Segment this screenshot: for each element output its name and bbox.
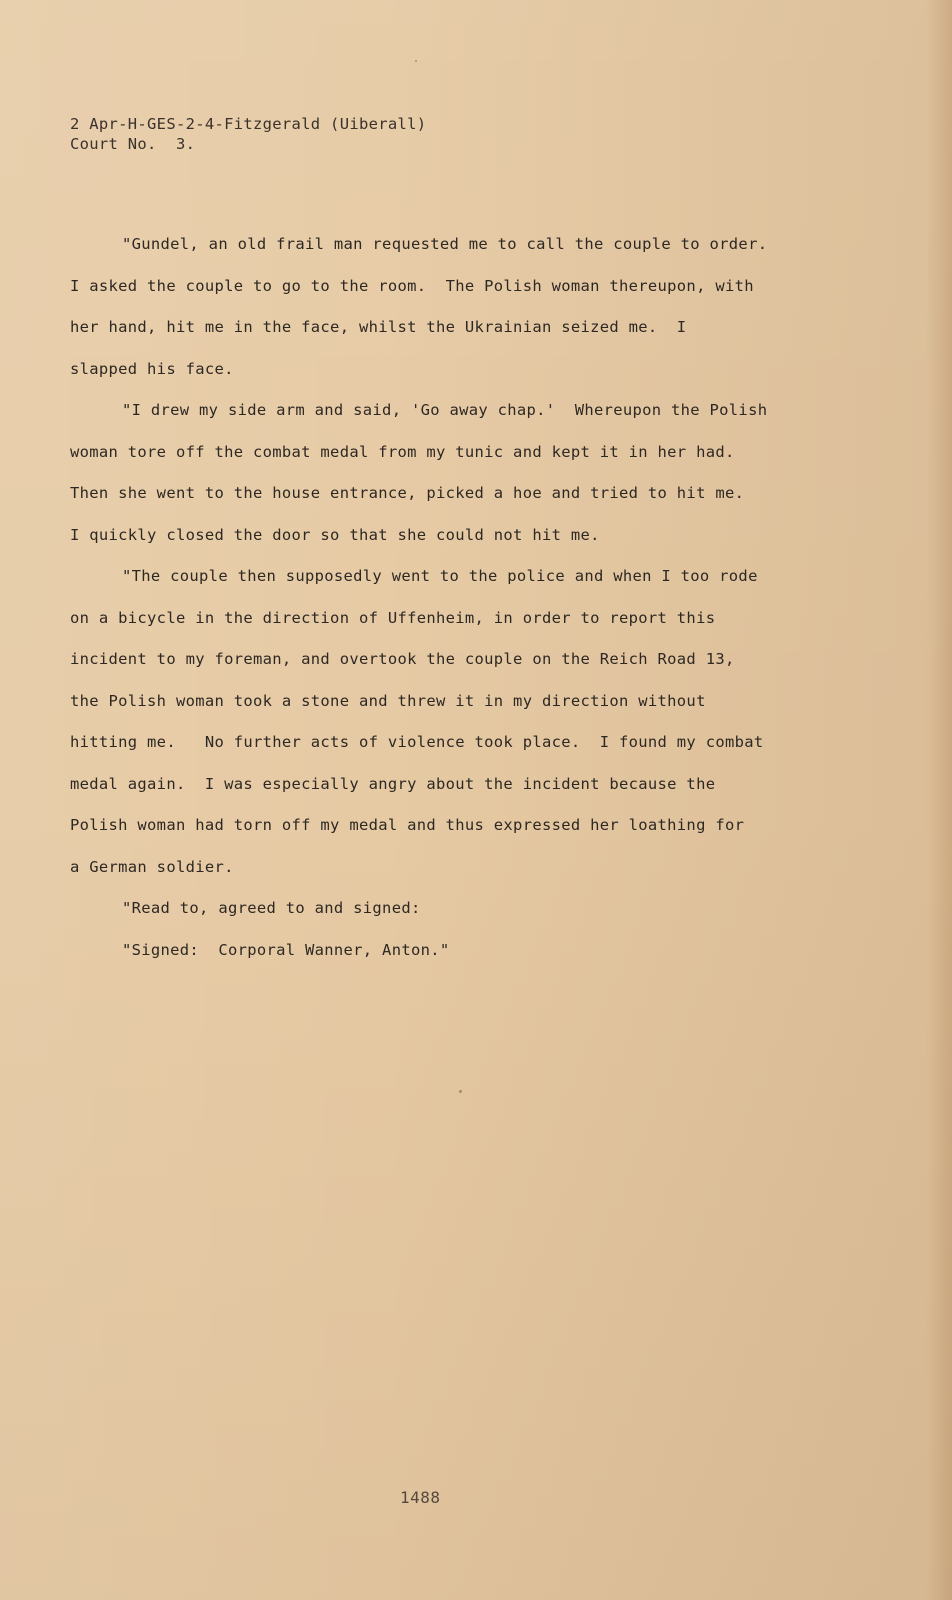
text-line: Polish woman had torn off my medal and thus expressed her loathing for: [70, 816, 745, 834]
text-line: medal again. I was especially angry about the incident because the: [70, 774, 716, 793]
header-reference-line: 2 Apr-H-GES-2-4-Fitzgerald (Uiberall): [70, 115, 427, 133]
paper-speck: [459, 1090, 462, 1093]
text-line: I quickly closed the door so that she could not hit me.: [70, 525, 600, 544]
text-line: slapped his face.: [70, 359, 234, 378]
text-line: I asked the couple to go to the room. The Polish woman thereupon, with: [70, 276, 754, 295]
text-line: "The couple then supposedly went to the police and when I too rode: [122, 567, 758, 585]
paper-edge-shading: [926, 0, 952, 1600]
text-line: Then she went to the house entrance, picked a hoe and tried to hit me.: [70, 484, 745, 502]
text-line: woman tore off the combat medal from my tunic and kept it in her had.: [70, 442, 735, 461]
header-court-line: Court No. 3.: [70, 135, 196, 153]
paper-speck: [415, 60, 417, 62]
text-line: "I drew my side arm and said, 'Go away chap.' Whereupon the Polish: [122, 401, 768, 419]
testimony-body: [70, 234, 840, 981]
document-header: [70, 114, 426, 154]
text-line: hitting me. No further acts of violence took place. I found my combat: [70, 733, 764, 751]
text-line: "Signed: Corporal Wanner, Anton.": [122, 940, 450, 959]
text-line: her hand, hit me in the face, whilst the Ukrainian seized me. I: [70, 318, 687, 336]
text-line: the Polish woman took a stone and threw it in my direction without: [70, 691, 706, 710]
text-line: on a bicycle in the direction of Uffenheim, in order to report this: [70, 608, 716, 627]
text-line: a German soldier.: [70, 857, 234, 876]
text-line: incident to my foreman, and overtook the couple on the Reich Road 13,: [70, 650, 735, 668]
text-line: "Read to, agreed to and signed:: [122, 899, 421, 917]
page-number: 1488: [400, 1488, 441, 1507]
text-line: "Gundel, an old frail man requested me to call the couple to order.: [122, 235, 768, 253]
